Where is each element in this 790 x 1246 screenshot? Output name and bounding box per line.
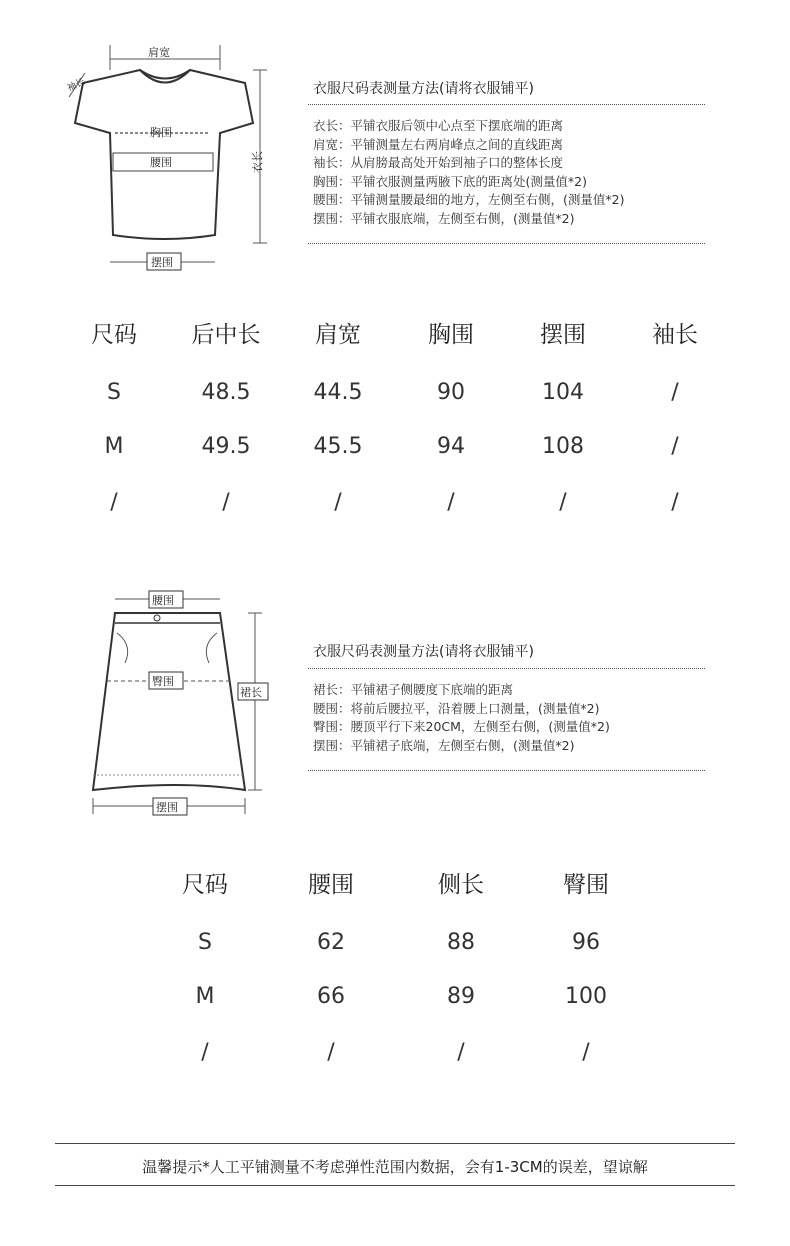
bottom-guide-title: 衣服尺码表测量方法(请将衣服铺平) [313,644,534,660]
bottom-cell: 66 [317,984,345,1009]
bottom-cell: / [457,1040,465,1065]
top-header-chest: 胸围 [428,322,474,348]
guide-item: 肩宽：平铺测量左右两肩峰点之间的直线距离 [313,136,564,152]
sleeve-label: 袖长 [66,77,87,94]
guide-item: 摆围：平铺衣服底端，左侧至右侧，(测量值*2) [313,210,575,226]
top-cell: / [671,380,679,405]
bottom-cell: 62 [317,930,345,955]
tshirt-diagram [55,25,290,280]
footer-rule-top [55,1143,735,1144]
skirt-diagram [85,585,275,820]
top-guide-divider-2 [308,243,705,244]
shoulder-label: 肩宽 [148,46,170,59]
skirt-outline [93,613,245,790]
top-cell: 48.5 [201,380,251,405]
top-cell: 90 [437,380,465,405]
top-cell: 44.5 [313,380,363,405]
guide-item: 摆围：平铺裙子底端，左侧至右侧，(测量值*2) [313,737,575,753]
guide-item: 袖长：从肩膀最高处开始到袖子口的整体长度 [313,155,564,170]
bottom-cell: S [198,930,212,955]
top-guide-list [313,117,624,228]
skirt-hip-label: 臀围 [152,675,174,688]
top-cell: / [671,490,679,515]
skirt-length-label: 裙长 [240,686,262,699]
bottom-header-waist: 腰围 [308,872,354,898]
top-cell: S [107,380,121,405]
top-guide-divider-1 [308,104,705,105]
top-header-shoulder: 肩宽 [315,322,361,348]
length-label: 衣长 [251,151,264,173]
bottom-guide-divider-1 [308,668,705,669]
skirt-hem-label: 摆围 [156,801,178,814]
bottom-cell: 96 [572,930,600,955]
hem-label: 摆围 [151,256,173,269]
bottom-cell: M [195,984,215,1009]
waist-label: 腰围 [150,156,172,169]
footer-rule-bottom [55,1185,735,1186]
bottom-cell: 88 [447,930,475,955]
chest-label: 胸围 [150,126,172,139]
top-cell: / [447,490,455,515]
top-header-back-length: 后中长 [191,322,261,348]
skirt-waist-label: 腰围 [152,594,174,607]
top-guide-title: 衣服尺码表测量方法(请将衣服铺平) [313,81,534,97]
bottom-header-side-length: 侧长 [438,872,484,898]
top-cell: 45.5 [313,434,363,459]
guide-item: 臀围：腰顶平行下来20CM，左侧至右侧，(测量值*2) [313,719,610,734]
bottom-cell: / [582,1040,590,1065]
top-cell: 108 [542,434,584,459]
top-header-size: 尺码 [91,322,137,348]
top-cell: / [110,490,118,515]
top-cell: 49.5 [201,434,251,459]
bottom-cell: 89 [447,984,475,1009]
guide-item: 腰围：平铺测量腰最细的地方，左侧至右侧，(测量值*2) [313,192,625,207]
footer-tip: 温馨提示*人工平铺测量不考虑弹性范围内数据，会有1-3CM的误差，望谅解 [142,1158,648,1176]
top-cell: / [334,490,342,515]
top-cell: / [671,434,679,459]
guide-item: 胸围：平铺衣服测量两腋下底的距离处(测量值*2) [313,173,587,189]
top-header-hem: 摆围 [540,322,586,348]
top-cell: / [559,490,567,515]
bottom-header-size: 尺码 [182,872,228,898]
bottom-cell: / [201,1040,209,1065]
top-cell: / [222,490,230,515]
guide-item: 衣长：平铺衣服后领中心点至下摆底端的距离 [313,118,564,133]
bottom-header-hip: 臀围 [563,872,609,898]
top-header-sleeve: 袖长 [652,322,698,348]
bottom-cell: / [327,1040,335,1065]
top-cell: 104 [542,380,584,405]
top-cell: M [104,434,124,459]
guide-item: 裙长：平铺裙子侧腰度下底端的距离 [313,682,514,697]
guide-item: 腰围：将前后腰拉平，沿着腰上口测量，(测量值*2) [313,700,600,716]
bottom-guide-list [313,681,610,755]
top-cell: 94 [437,434,465,459]
bottom-cell: 100 [565,984,607,1009]
bottom-guide-divider-2 [308,770,705,771]
